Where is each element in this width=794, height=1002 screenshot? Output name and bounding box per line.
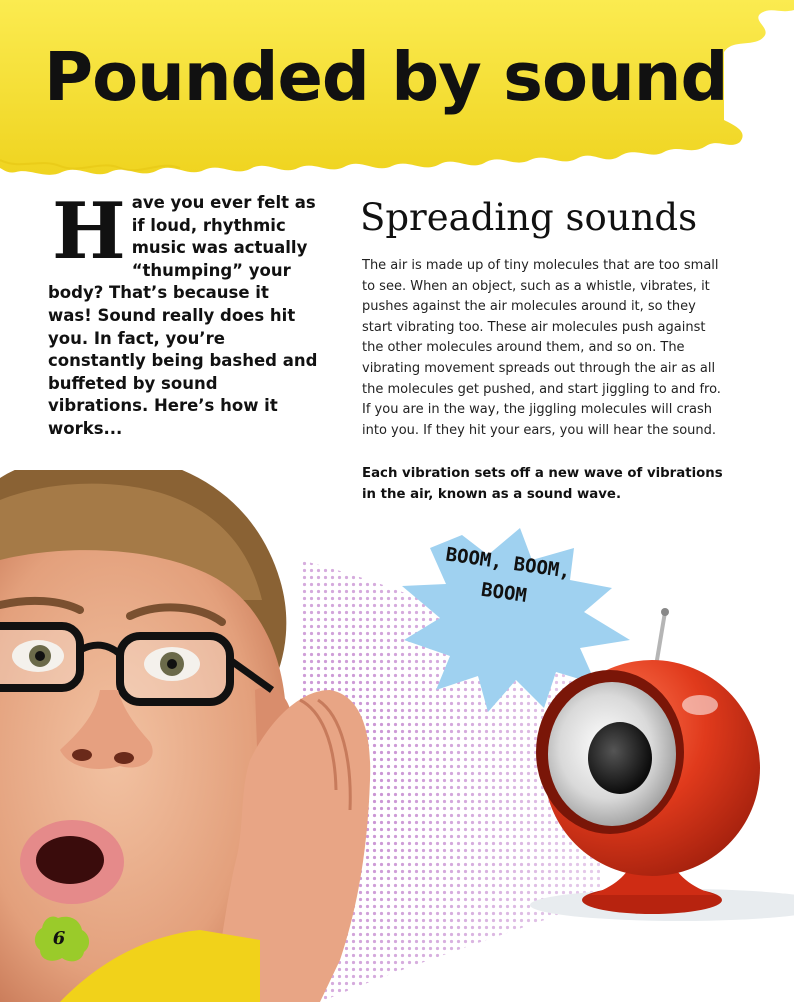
intro-paragraph xyxy=(48,186,318,441)
section-bold-paragraph: Each vibration sets off a new wave of vibrations in the air, known as a sound wave. xyxy=(362,466,723,502)
illustration xyxy=(0,470,794,1002)
boom-line-1: BOOM, BOOM, xyxy=(444,543,572,583)
section-heading: Spreading sounds xyxy=(360,196,698,239)
boom-line-2: BOOM xyxy=(479,578,529,607)
page-number: 6 xyxy=(52,928,66,949)
drop-cap: H xyxy=(52,186,126,277)
intro-text: ave you ever felt as if loud, rhythmic music was actually “thumping” your body? That’s because it was! Sound really does hit you. In fact, you’re constantly being bashed and buffeted by sound vibrations. Here’s how it works... xyxy=(48,193,318,438)
section-body: The air is made up of tiny molecules that are too small to see. When an object, such as a whistle, vibrates, it pushes against the air molecules around it, so they start vibrating too. These air molecules push against the other molecules around them, and so on. The vibrating movement spreads out through the air as all the molecules get pushed, and start jiggling to and fro. If you are in the way, the jiggling molecules will crash into you. If they hit your ears, you will hear the sound. xyxy=(362,258,721,438)
page-title: Pounded by sound xyxy=(44,38,728,116)
